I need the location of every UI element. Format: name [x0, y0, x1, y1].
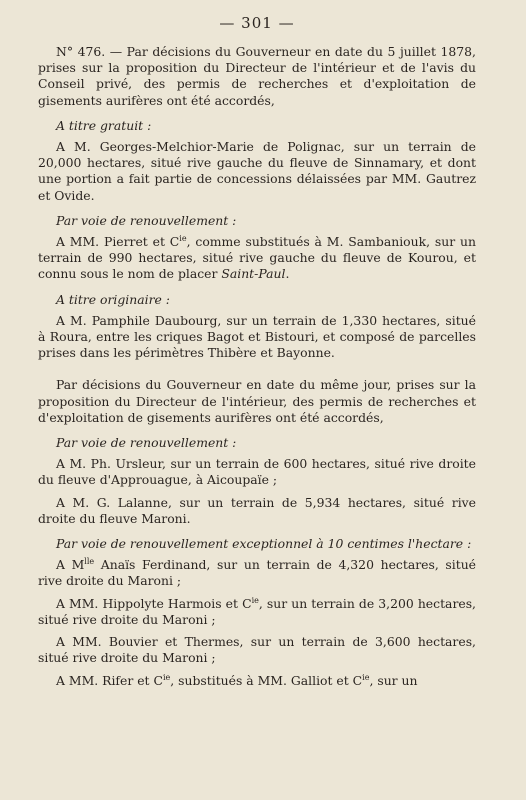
entry-rifer-part-b: , substitués à MM. Galliot et C [170, 672, 363, 688]
entry-bouvier: A MM. Bouvier et Thermes, sur un terrain de 3,600 hectares, situé rive droite du Maroni ; [38, 634, 476, 666]
entry-pierret-part-c: . [285, 266, 290, 282]
heading-renouvellement-exceptionnel: Par voie de renouvellement exceptionnel à 10 centimes l'hectare : [56, 536, 472, 552]
entry-rifer-sup-2: ie [362, 672, 370, 682]
entry-pierret-placer: Saint-Paul [221, 266, 286, 282]
heading-renouvellement-2: Par voie de renouvellement : [56, 435, 237, 451]
entry-lalanne: A M. G. Lalanne, sur un terrain de 5,934 hectares, situé rive droite du fleuve Maroni. [38, 494, 476, 526]
entry-ferdinand-part-a: A M [56, 557, 85, 573]
entry-pierret-part-a: A MM. Pierret et C [56, 234, 180, 250]
entry-ferdinand [38, 557, 476, 589]
second-decision-paragraph: Par décisions du Gouverneur en date du même jour, prises sur la proposition du Directeur de l'intérieur, des permis de recherches et d'exploitation de gisements aurifères ont été accordés, [38, 377, 476, 425]
heading-titre-gratuit: A titre gratuit : [56, 117, 152, 133]
entry-ursleur: A M. Ph. Ursleur, sur un terrain de 600 hectares, situé rive droite du fleuve d'Approuague, à Aicoupaïe ; [38, 456, 476, 488]
page-number: — 301 — [219, 14, 295, 32]
entry-pierret [38, 234, 476, 283]
entry-ferdinand-part-b: Anaïs Ferdinand, sur un terrain de 4,320 hectares, situé rive droite du Maroni ; [38, 557, 477, 589]
entry-daubourg: A M. Pamphile Daubourg, sur un terrain de 1,330 hectares, situé à Roura, entre les criques Bagot et Bistouri, et composé de parcelles prises dans les périmètres Thibère et Bayonne. [38, 312, 476, 361]
entry-rifer-sup: ie [162, 672, 171, 682]
spacer [38, 367, 476, 377]
entry-rifer [38, 673, 476, 689]
heading-renouvellement-1: Par voie de renouvellement : [56, 212, 237, 228]
entry-pierret-sup: ie [179, 233, 187, 243]
entry-harmois-part-a: A MM. Hippolyte Harmois et C [56, 595, 252, 611]
entry-polignac: A M. Georges-Melchior-Marie de Polignac, sur un terrain de 20,000 hectares, situé rive gauche du fleuve de Sinnamary, et dont une portion a fait partie de concessions délaissées par MM. Gautrez et Ovide. [38, 139, 476, 203]
heading-titre-originaire: A titre originaire : [56, 291, 170, 307]
intro-paragraph: N° 476. — Par décisions du Gouverneur en date du 5 juillet 1878, prises sur la proposition du Directeur de l'intérieur et de l'avis du Conseil privé, des permis de recherches et d'exploitation de gisements aurifères ont été accordés, [38, 44, 476, 108]
entry-rifer-part-a: A MM. Rifer et C [56, 672, 163, 688]
entry-rifer-part-c: , sur un [369, 672, 418, 688]
entry-harmois-sup: ie [251, 595, 259, 605]
entry-ferdinand-sup: lle [84, 557, 95, 567]
entry-harmois [38, 596, 476, 628]
entry-pierret-part-b: , comme substitués à M. Sambaniouk, sur un terrain de 990 hectares, situé rive gauche du fleuve de Kourou, et connu sous le nom de placer [38, 234, 476, 282]
entry-harmois-part-b: , sur un terrain de 3,200 hectares, situé rive droite du Maroni ; [38, 595, 476, 627]
